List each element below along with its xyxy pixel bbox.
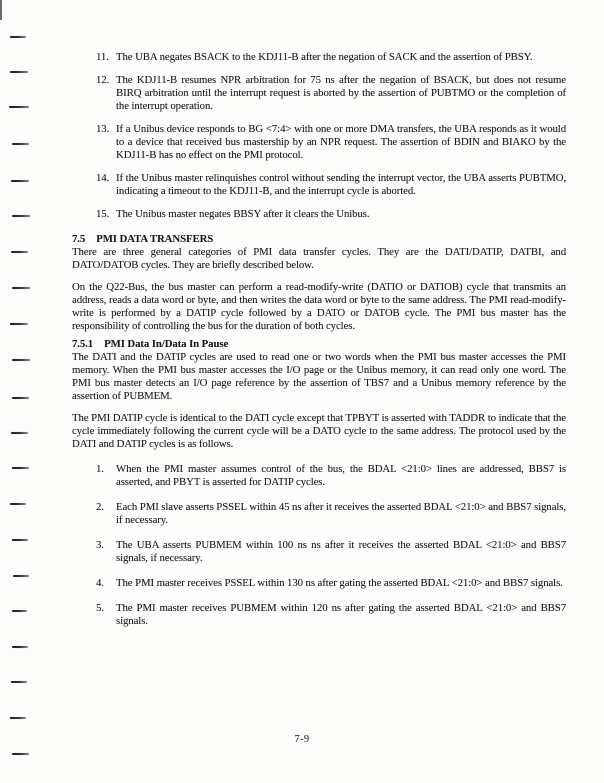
scan-edge-artifact: [0, 0, 2, 20]
list-item-text: Each PMI slave asserts PSSEL within 45 ns after it receives the asserted BDAL <21:0> and BBS7 signals, if necessary.: [116, 501, 566, 526]
list-item-number: 12.: [96, 74, 110, 86]
scan-mark: [11, 180, 29, 182]
scan-mark: [12, 646, 28, 648]
section-number: 7.5.1: [72, 338, 94, 350]
paragraph: The PMI DATIP cycle is identical to the DATI cycle except that TPBYT is asserted with TADDR to indicate that the cycle immediately following the current cycle will be a DATO cycle to the same address. The protocol used by the DATI and DATIP cycles is as follows.: [72, 412, 566, 450]
scan-mark: [11, 432, 28, 434]
paragraph: The DATI and the DATIP cycles are used to read one or two words when the PMI bus master accesses the PMI memory. When the PMI bus master accesses the I/O page or the Unibus memory, it can read only one word. The PMI bus master detects an I/O page reference by the assertion of TBS7 and a Unibus memory reference by the assertion of PUBMEM.: [72, 351, 566, 402]
paragraph: There are three general categories of PMI data transfer cycles. They are the DATI/DATIP, DATBI, and DATO/DATOB cycles. They are briefly described below.: [72, 246, 566, 271]
protocol-steps-continued: [72, 51, 566, 221]
scan-mark: [10, 503, 26, 505]
scan-mark: [11, 681, 27, 683]
section-heading-7-5: [72, 233, 566, 246]
scan-mark: [12, 359, 30, 361]
list-item-text: When the PMI master assumes control of the bus, the BDAL <21:0> lines are addressed, BBS7 is asserted, and PBYT is asserted for DATIP cycles.: [116, 463, 566, 488]
scan-mark: [10, 717, 26, 719]
scan-mark: [10, 36, 26, 38]
list-item-text: The UBA asserts PUBMEM within 100 ns ns after it receives the asserted BDAL <21:0> and BBS7 signals, if necessary.: [116, 539, 566, 564]
list-item: [96, 74, 566, 113]
scan-mark: [12, 397, 29, 399]
list-item-number: 11.: [96, 51, 109, 63]
scan-mark: [11, 251, 28, 253]
paragraph: On the Q22-Bus, the bus master can perform a read-modify-write (DATIO or DATIOB) cycle that transmits an address, reads a data word or byte, and then writes the data word or byte to the same address. The PMI read-modify-write is performed by a DATIP cycle followed by a DATO or DATOB cycle. The PMI bus master has the responsibility of controlling the bus for the duration of both cycles.: [72, 281, 566, 332]
list-item: [96, 463, 566, 489]
list-item-number: 2.: [96, 501, 104, 513]
list-item: [96, 172, 566, 198]
list-item-number: 15.: [96, 208, 110, 220]
scan-mark: [12, 287, 30, 289]
scan-mark: [10, 323, 28, 325]
list-item: [96, 539, 566, 565]
section-heading-7-5-1: [72, 338, 566, 351]
list-item-number: 3.: [96, 539, 104, 551]
page-number: 7-9: [294, 734, 310, 745]
dati-datip-protocol-steps: [72, 463, 566, 628]
scan-mark: [12, 753, 29, 755]
section-number: 7.5: [72, 233, 86, 245]
scan-mark: [12, 539, 28, 541]
section-title: PMI Data In/Data In Pause: [104, 338, 229, 350]
scan-mark: [12, 467, 29, 469]
scan-mark: [13, 575, 29, 577]
list-item-text: The Unibus master negates BBSY after it clears the Unibus.: [116, 208, 370, 220]
scan-mark: [12, 143, 29, 145]
scan-mark: [9, 106, 29, 108]
scan-mark: [12, 215, 30, 217]
list-item-text: If a Unibus device responds to BG <7:4> with one or more DMA transfers, the UBA responds as it would to a device that received bus mastership by an NPR request. The assertion of BDIN and BIAKO by the KDJ11-B has no effect on the PMI protocol.: [116, 123, 566, 161]
list-item-text: The PMI master receives PSSEL within 130 ns after gating the asserted BDAL <21:0> and BBS7 signals.: [116, 577, 563, 589]
section-title: PMI DATA TRANSFERS: [96, 233, 214, 245]
list-item-number: 5.: [96, 602, 104, 614]
list-item-number: 1.: [96, 463, 104, 475]
list-item: [96, 51, 566, 64]
scan-mark: [10, 71, 28, 73]
list-item-text: The KDJ11-B resumes NPR arbitration for 75 ns after the negation of BSACK, but does not resume BIRQ arbitration until the interrupt request is aborted by the assertion of PUBTMO or the completion of the interrupt operation.: [116, 74, 566, 112]
list-item-number: 14.: [96, 172, 110, 184]
list-item-number: 4.: [96, 577, 104, 589]
list-item: [96, 501, 566, 527]
list-item-text: The UBA negates BSACK to the KDJ11-B after the negation of SACK and the assertion of PBSY.: [116, 51, 533, 63]
list-item: [96, 602, 566, 628]
list-item: [96, 123, 566, 162]
list-item-text: If the Unibus master relinquishes control without sending the interrupt vector, the UBA asserts PUBTMO, indicating a timeout to the KDJ11-B, and the interrupt cycle is aborted.: [116, 172, 566, 197]
scan-mark: [12, 610, 27, 612]
list-item: [96, 577, 566, 590]
list-item-number: 13.: [96, 123, 110, 135]
list-item-text: The PMI master receives PUBMEM within 120 ns after gating the asserted BDAL <21:0> and BBS7 signals.: [116, 602, 566, 627]
list-item: [96, 208, 566, 221]
page-content: [72, 51, 566, 640]
